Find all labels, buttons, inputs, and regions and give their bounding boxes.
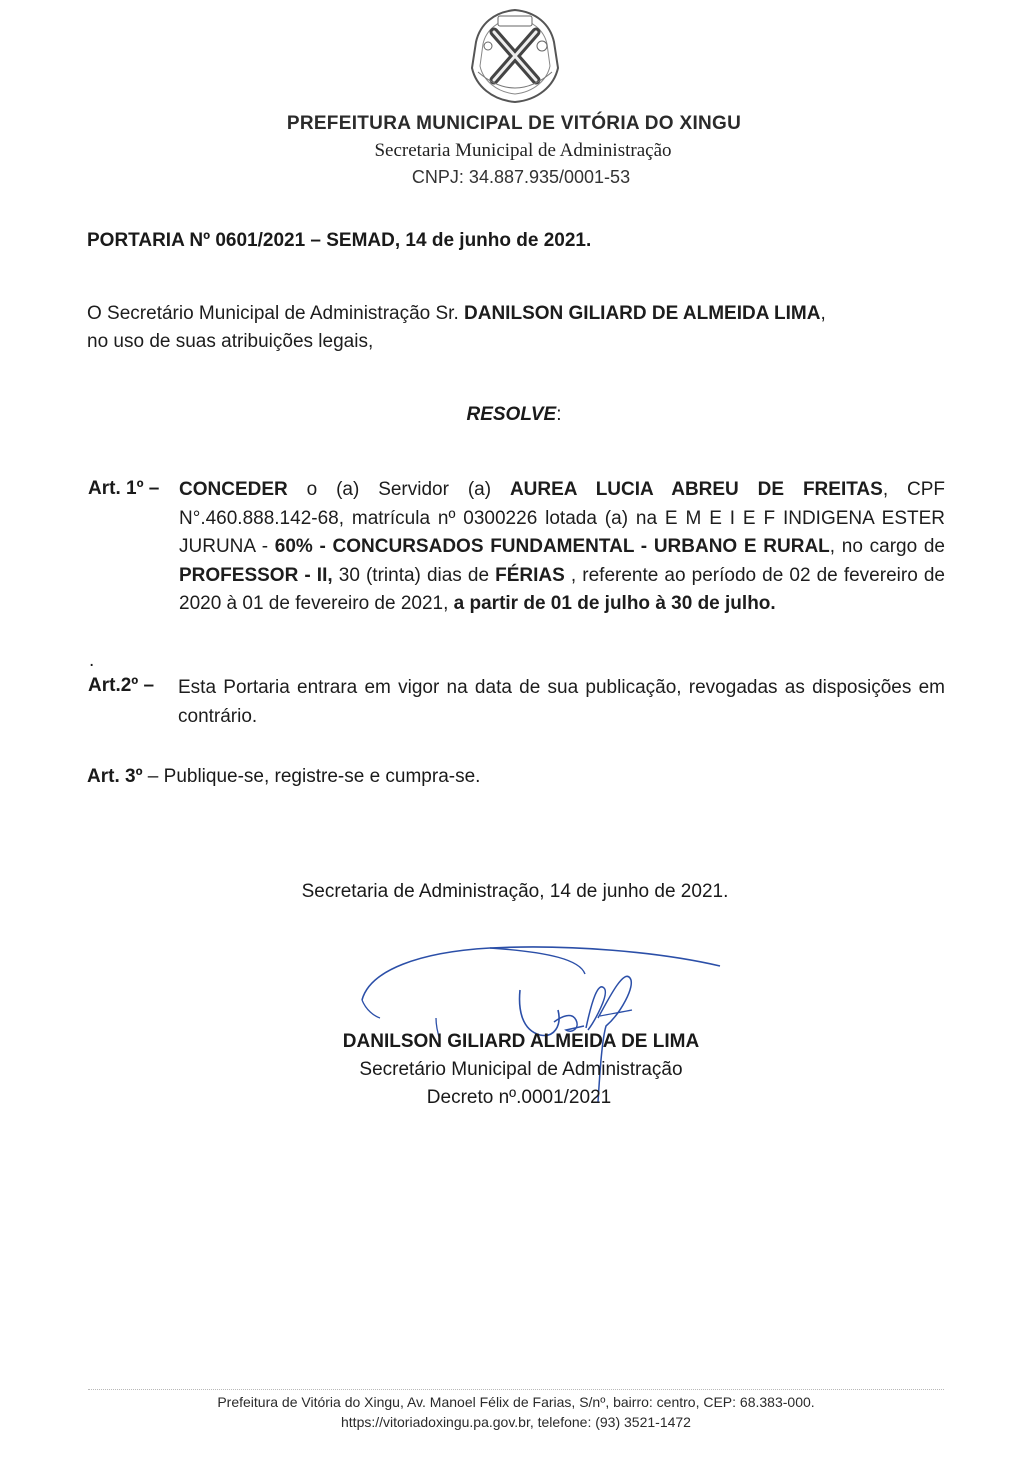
article-3-text: – Publique-se, registre-se e cumpra-se. [142,766,481,787]
servant-group: 60% - CONCURSADOS FUNDAMENTAL - URBANO E RURAL [274,536,830,557]
stray-dot: . [89,650,95,671]
article-1-text-4: 30 (trinta) dias de [332,564,496,586]
signer-decree: Decreto nº.0001/2021 [426,1087,612,1108]
organization-name: PREFEITURA MUNICIPAL DE VITÓRIA DO XINGU [286,113,742,134]
cnpj-number: CNPJ: 34.887.935/0001-53 [411,167,631,187]
article-1-text-1: o (a) Servidor (a) [287,479,510,500]
servant-name: AUREA LUCIA ABREU DE FREITAS [509,479,883,500]
resolve-word: RESOLVE [466,404,557,425]
signer-role: Secretário Municipal de Administração [359,1059,683,1080]
leave-type: FÉRIAS [495,564,565,586]
municipal-seal-logo [464,6,566,106]
signer-name: DANILSON GILIARD ALMEIDA DE LIMA [342,1031,700,1052]
article-1-text-2: , CPF N°.460.888.142-68, matrícula nº 0300226 lotada (a) na E M E I E F INDIGENA ESTER JURUNA - [179,479,945,557]
article-1-text-5: , referente ao período de 02 de fevereiro de 2020 à 01 de fevereiro de 2021, [179,564,945,614]
intro-paragraph [87,300,937,356]
resolve-colon: : [556,404,562,425]
ordinance-title: PORTARIA Nº 0601/2021 – SEMAD, 14 de junho de 2021. [87,230,592,251]
footer-contact: https://vitoriadoxingu.pa.gov.br, telefone: (93) 3521-1472 [341,1414,691,1430]
intro-suffix: , [820,303,826,324]
intro-prefix: O Secretário Municipal de Administração Sr. [87,303,465,324]
article-3-label: Art. 3º [87,766,143,787]
article-1-verb: CONCEDER [179,479,288,500]
department-name: Secretaria Municipal de Administração [374,140,672,161]
footer-address: Prefeitura de Vitória do Xingu, Av. Manoel Félix de Farias, S/nº, bairro: centro, CEP: 68.383-000. [217,1394,815,1410]
article-1-text-3: , no cargo de [829,536,945,557]
leave-period: a partir de 01 de julho à 30 de julho. [453,593,776,614]
footer-divider [88,1389,944,1390]
article-3 [87,766,480,788]
article-2-body: Esta Portaria entrara em vigor na data de sua publicação, revogadas as disposições em contrário. [178,677,945,727]
intro-line2: no uso de suas atribuições legais, [87,331,374,352]
secretary-name: DANILSON GILIARD DE ALMEIDA LIMA [464,303,821,324]
article-1-body [179,476,945,619]
article-2-label: Art.2º – [88,675,155,696]
article-1-label: Art. 1º – [88,478,160,499]
servant-role: PROFESSOR - II, [179,564,333,586]
resolve-heading [0,404,1028,426]
place-and-date: Secretaria de Administração, 14 de junho de 2021. [301,881,729,902]
